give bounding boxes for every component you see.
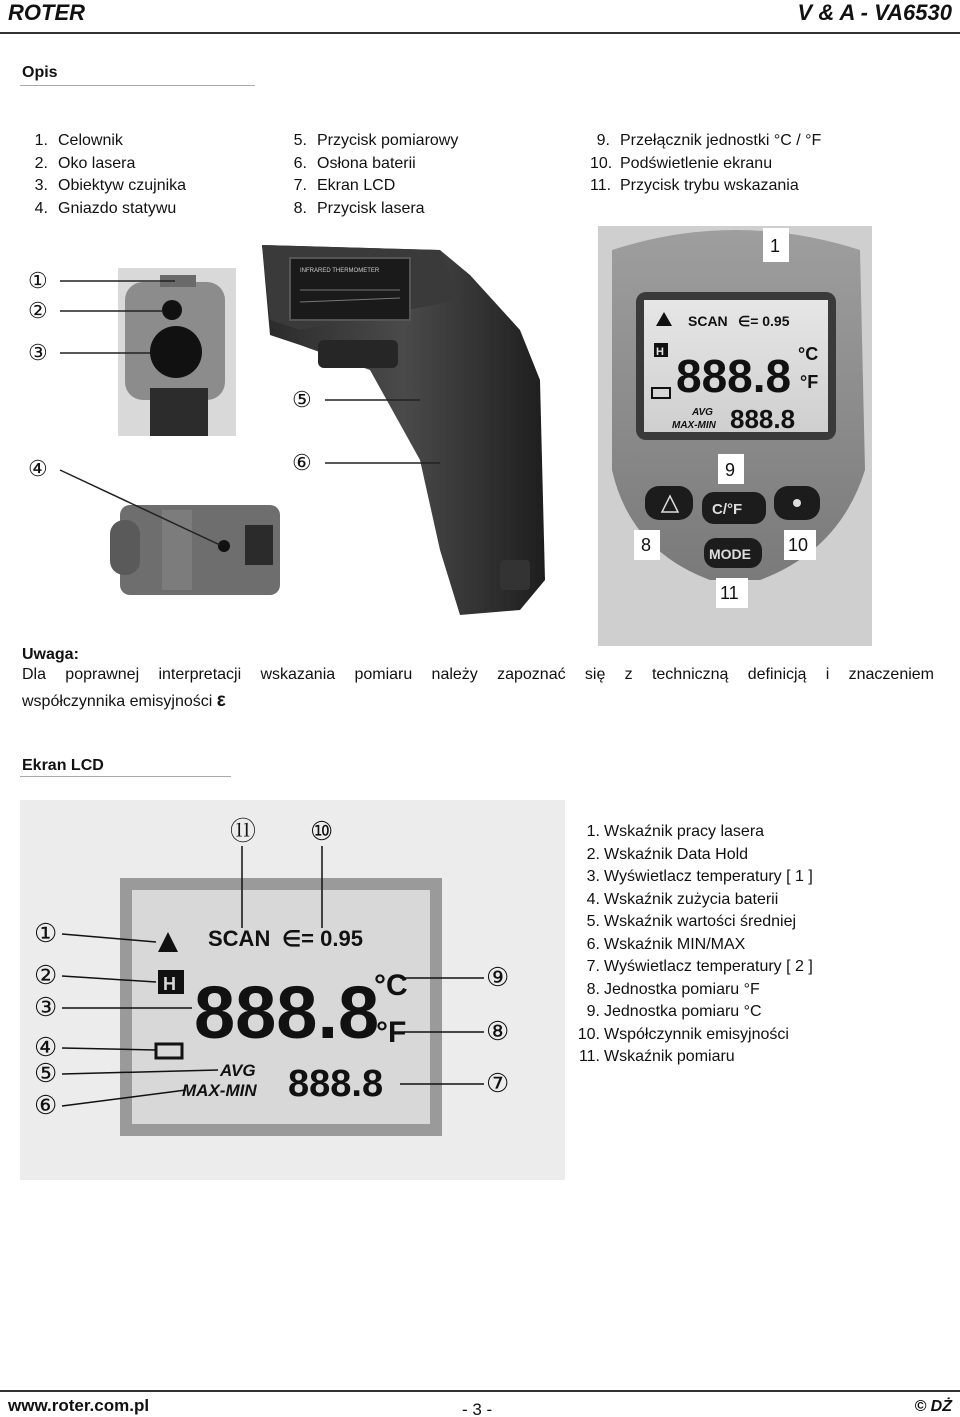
svg-text:H: H <box>163 974 176 994</box>
list-item-text: Celownik <box>58 132 123 149</box>
list-item-text: Jednostka pomiaru °F <box>604 980 760 998</box>
list-item <box>572 844 813 867</box>
lcd-callout-8: ⑧ <box>486 1016 510 1046</box>
list-item <box>572 979 813 1002</box>
lcd-legend-list <box>572 821 813 1069</box>
list-item-text: Wskaźnik pomiaru <box>604 1048 735 1065</box>
list-item <box>30 153 186 176</box>
list-item-number: 6. <box>293 154 307 172</box>
svg-text:H: H <box>656 346 664 358</box>
list-item-text: Wskaźnik zużycia baterii <box>604 890 779 908</box>
lcd-callout-6: ⑥ <box>34 1090 58 1120</box>
list-item-text: Przycisk trybu wskazania <box>620 177 799 194</box>
list-item-text: Podświetlenie ekranu <box>620 154 773 172</box>
list-item-text: Obiektyw czujnika <box>58 177 187 194</box>
svg-text:SCAN: SCAN <box>688 313 728 329</box>
uwaga-line2: współczynnika emisyjności ε <box>22 690 226 711</box>
list-item <box>572 911 813 934</box>
list-item-text: Wskaźnik wartości średniej <box>604 913 797 930</box>
epsilon-symbol: ε <box>216 690 226 711</box>
lcd-callout-1: ① <box>34 918 58 948</box>
device-photo <box>0 220 960 650</box>
list-item <box>30 130 186 153</box>
svg-text:8: 8 <box>641 535 652 555</box>
lcd-callout-2: ② <box>34 960 58 990</box>
list-item-text: Wskaźnik Data Hold <box>604 845 749 863</box>
list-item-number: 11. <box>590 177 612 194</box>
opis-heading: Opis <box>22 64 58 81</box>
list-item <box>285 175 458 198</box>
list-item-text: Wyświetlacz temperatury [ 1 ] <box>604 868 813 885</box>
list-item-text: Osłona baterii <box>317 154 416 172</box>
opis-list-col1 <box>30 130 186 220</box>
svg-text:C/°F: C/°F <box>712 501 743 518</box>
list-item-text: Jednostka pomiaru °C <box>604 1003 762 1020</box>
svg-text:AVG: AVG <box>220 1061 256 1080</box>
footer-copyright: © DŻ <box>914 1398 952 1415</box>
list-item-number: 7. <box>293 177 307 194</box>
meter-closeup <box>598 226 872 646</box>
svg-text:MAX-MIN: MAX-MIN <box>182 1081 257 1100</box>
list-item <box>572 821 813 844</box>
list-item-text: Przycisk pomiarowy <box>317 132 459 149</box>
list-item-text: Gniazdo statywu <box>58 199 177 217</box>
list-item <box>572 889 813 912</box>
lcd-callout-9: ⑨ <box>486 962 510 992</box>
lcd-callout-5: ⑤ <box>34 1058 58 1088</box>
footer-website[interactable]: www.roter.com.pl <box>8 1396 150 1415</box>
list-item-number: 10. <box>577 1025 600 1043</box>
list-item-number: 1. <box>34 132 48 149</box>
list-item <box>572 1024 813 1047</box>
svg-text:888.8: 888.8 <box>194 971 380 1054</box>
callout-5: ⑤ <box>292 387 312 412</box>
list-item-number: 1. <box>586 823 600 840</box>
lcd-callout-4: ④ <box>34 1032 58 1062</box>
uwaga-line1: Dla poprawnej interpretacji wskazania pomiaru należy zapoznać się z techniczną definicją i znaczeniem <box>22 666 934 683</box>
list-item <box>590 175 821 198</box>
list-item <box>590 130 821 153</box>
list-item-number: 2. <box>34 154 48 172</box>
list-item <box>572 866 813 889</box>
callout-3: ③ <box>28 340 48 365</box>
svg-text:9: 9 <box>725 460 736 480</box>
svg-text:∈= 0.95: ∈= 0.95 <box>738 313 790 329</box>
list-item <box>572 956 813 979</box>
sensor-front-view <box>118 268 236 436</box>
list-item-number: 2. <box>586 845 600 863</box>
callout-2: ② <box>28 298 48 323</box>
list-item <box>572 1001 813 1024</box>
list-item <box>285 153 458 176</box>
thermometer-gun <box>262 245 545 615</box>
svg-text:SCAN: SCAN <box>208 926 271 951</box>
list-item-number: 7. <box>586 958 600 975</box>
list-item-number: 8. <box>293 199 307 217</box>
svg-text:°F: °F <box>376 1016 407 1049</box>
list-item-text: Przycisk lasera <box>317 199 425 217</box>
list-item <box>30 175 186 198</box>
list-item-number: 5. <box>586 913 600 930</box>
list-item-number: 3. <box>586 868 600 885</box>
list-item-number: 4. <box>34 199 48 217</box>
list-item-text: Przełącznik jednostki °C / °F <box>620 132 822 149</box>
list-item-number: 10. <box>590 154 613 172</box>
svg-text:MAX-MIN: MAX-MIN <box>672 420 716 431</box>
svg-text:888.8: 888.8 <box>676 350 792 402</box>
opis-list-col3 <box>590 130 821 198</box>
list-item-number: 11. <box>578 1048 600 1065</box>
list-item-text: Wskaźnik pracy lasera <box>604 823 765 840</box>
footer-divider <box>0 1390 960 1392</box>
list-item-text: Współczynnik emisyjności <box>604 1025 789 1043</box>
list-item-number: 6. <box>586 935 600 953</box>
opis-list-col2 <box>285 130 458 220</box>
svg-text:AVG: AVG <box>692 407 713 418</box>
svg-text:1: 1 <box>770 236 781 256</box>
svg-text:10: 10 <box>788 535 809 555</box>
list-item <box>30 198 186 221</box>
svg-text:°F: °F <box>800 372 819 392</box>
svg-text:°C: °C <box>798 344 819 364</box>
lcd-callout-7: ⑦ <box>486 1068 510 1098</box>
svg-text:MODE: MODE <box>709 546 751 562</box>
lcd-callout-3: ③ <box>34 992 58 1022</box>
list-item-number: 8. <box>586 980 600 998</box>
list-item-text: Ekran LCD <box>317 177 396 194</box>
list-item-number: 3. <box>34 177 48 194</box>
lcd-callout-10: ⑩ <box>310 816 334 846</box>
list-item-text: Oko lasera <box>58 154 136 172</box>
page-number: - 3 - <box>462 1400 493 1417</box>
svg-text:°C: °C <box>374 969 408 1002</box>
tripod-bottom-view <box>110 505 280 595</box>
callout-1: ① <box>28 268 48 293</box>
list-item <box>572 934 813 957</box>
list-item-number: 4. <box>586 890 600 908</box>
lcd-underline <box>20 776 231 777</box>
svg-text:888.8: 888.8 <box>730 404 796 434</box>
model-title: V & A - VA6530 <box>797 0 952 25</box>
svg-text:11: 11 <box>720 583 739 603</box>
opis-underline <box>20 85 255 86</box>
list-item-number: 5. <box>293 132 307 149</box>
svg-text:INFRARED THERMOMETER: INFRARED THERMOMETER <box>300 268 380 274</box>
list-item <box>285 198 458 221</box>
uwaga-heading: Uwaga: <box>22 646 79 663</box>
svg-text:888.8: 888.8 <box>288 1063 384 1105</box>
lcd-callout-11: ⑪ <box>230 816 257 846</box>
callout-4: ④ <box>28 456 48 481</box>
list-item <box>572 1046 813 1069</box>
svg-text:∈= 0.95: ∈= 0.95 <box>282 926 363 951</box>
list-item-text: Wyświetlacz temperatury [ 2 ] <box>604 958 813 975</box>
lcd-heading: Ekran LCD <box>22 757 104 774</box>
brand-title: ROTER <box>8 0 85 25</box>
lcd-diagram <box>20 800 565 1180</box>
list-item <box>590 153 821 176</box>
callout-6: ⑥ <box>292 450 312 475</box>
list-item <box>285 130 458 153</box>
list-item-text: Wskaźnik MIN/MAX <box>604 935 746 953</box>
list-item-number: 9. <box>596 132 610 149</box>
header-divider <box>0 32 960 34</box>
list-item-number: 9. <box>586 1003 600 1020</box>
